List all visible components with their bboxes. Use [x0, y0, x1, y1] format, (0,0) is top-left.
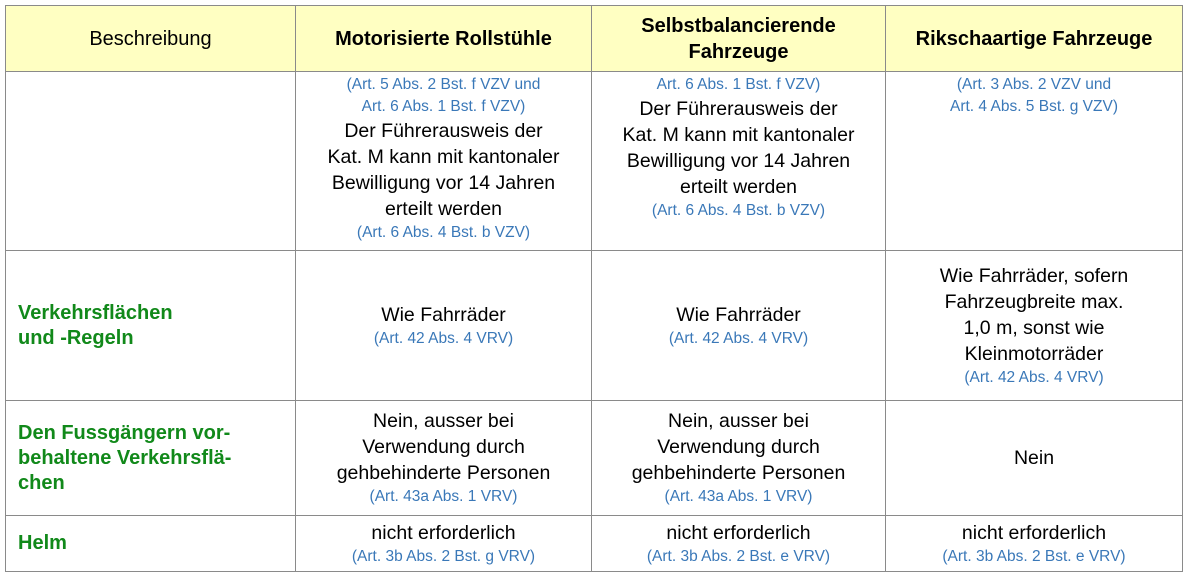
cell-text: Wie Fahrräder, sofern — [939, 264, 1129, 287]
reference: (Art. 3b Abs. 2 Bst. e VRV) — [646, 547, 831, 565]
cell-rikscha-verkehrsflaechen — [886, 251, 1183, 401]
label-line: Verkehrsflächen — [18, 301, 173, 324]
cell-text: Kat. M kann mit kantonaler — [327, 146, 560, 168]
reference: (Art. 3 Abs. 2 VZV und — [956, 76, 1112, 93]
reference: (Art. 42 Abs. 4 VRV) — [373, 329, 514, 347]
reference: Art. 6 Abs. 1 Bst. f VZV) — [361, 98, 526, 115]
header-col2-line2: Fahrzeuge — [688, 40, 789, 63]
cell-rollstuehle-verkehrsflaechen — [296, 251, 592, 401]
cell-text: nicht erforderlich — [666, 521, 811, 544]
reference: (Art. 6 Abs. 4 Bst. b VZV) — [651, 202, 826, 219]
cell-text: Bewilligung vor 14 Jahren — [331, 172, 556, 194]
cell-text: 1,0 m, sonst wie — [963, 316, 1105, 339]
cell-rikscha-fuehrerausweis — [886, 72, 1183, 251]
cell-rollstuehle-helm — [296, 516, 592, 572]
cell-selbstbalancierende-fuehrerausweis — [592, 72, 886, 251]
cell-rollstuehle-fussgaenger — [296, 401, 592, 516]
reference: (Art. 6 Abs. 4 Bst. b VZV) — [356, 224, 531, 241]
cell-text: Nein, ausser bei — [373, 410, 514, 432]
cell-text: Fahrzeugbreite max. — [944, 290, 1124, 313]
cell-text: erteilt werden — [384, 198, 503, 220]
cell-text: erteilt werden — [679, 176, 798, 198]
reference: Art. 6 Abs. 1 Bst. f VZV) — [656, 76, 821, 93]
header-col2-line1: Selbstbalancierende — [641, 14, 836, 37]
header-motorisierte-rollstuehle: Motorisierte Rollstühle — [296, 6, 592, 72]
cell-selbstbalancierende-fussgaenger — [592, 401, 886, 516]
header-beschreibung: Beschreibung — [6, 6, 296, 72]
row-label-fussgaenger — [6, 401, 296, 516]
cell-rikscha-helm — [886, 516, 1183, 572]
label-line: Den Fussgängern vor- — [18, 421, 231, 444]
cell-text: Bewilligung vor 14 Jahren — [626, 150, 851, 172]
vehicle-rules-table — [5, 5, 1183, 572]
reference: (Art. 42 Abs. 4 VRV) — [964, 368, 1104, 386]
table-row — [6, 251, 1183, 401]
header-rikschaartige-fahrzeuge: Rikschaartige Fahrzeuge — [886, 6, 1183, 72]
reference: (Art. 3b Abs. 2 Bst. e VRV) — [942, 547, 1126, 565]
cell-selbstbalancierende-verkehrsflaechen — [592, 251, 886, 401]
table-row — [6, 516, 1183, 572]
reference: (Art. 43a Abs. 1 VRV) — [664, 488, 813, 505]
cell-text: nicht erforderlich — [371, 521, 516, 544]
table-body — [6, 72, 1183, 572]
cell-text: Verwendung durch — [657, 436, 820, 458]
row-label-verkehrsflaechen — [6, 251, 296, 401]
table-row — [6, 72, 1183, 251]
cell-text: Der Führerausweis der — [639, 98, 838, 120]
cell-text: gehbehinderte Personen — [336, 462, 551, 484]
reference: (Art. 42 Abs. 4 VRV) — [668, 329, 809, 347]
header-row — [6, 6, 1183, 72]
label-line: behaltene Verkehrsflä- — [18, 446, 232, 469]
cell-rollstuehle-fuehrerausweis — [296, 72, 592, 251]
cell-text: nicht erforderlich — [961, 521, 1107, 544]
cell-text: Verwendung durch — [362, 436, 525, 458]
cell-text: Wie Fahrräder — [381, 303, 506, 326]
cell-text: Kat. M kann mit kantonaler — [622, 124, 855, 146]
cell-text: Nein — [1013, 447, 1055, 469]
label-line: und -Regeln — [18, 326, 134, 349]
reference: Art. 4 Abs. 5 Bst. g VZV) — [950, 98, 1118, 115]
cell-text: Nein, ausser bei — [668, 410, 809, 432]
cell-text: Der Führerausweis der — [344, 120, 543, 142]
reference: (Art. 3b Abs. 2 Bst. g VRV) — [351, 547, 536, 565]
reference: (Art. 5 Abs. 2 Bst. f VZV und — [346, 76, 541, 93]
cell-text: Wie Fahrräder — [676, 303, 801, 326]
label-line: chen — [18, 471, 65, 494]
cell-text: gehbehinderte Personen — [631, 462, 846, 484]
cell-selbstbalancierende-helm — [592, 516, 886, 572]
row-label-helm: Helm — [6, 516, 296, 572]
table-header — [6, 6, 1183, 72]
cell-rikscha-fussgaenger — [886, 401, 1183, 516]
header-selbstbalancierende-fahrzeuge — [592, 6, 886, 72]
reference: (Art. 43a Abs. 1 VRV) — [369, 488, 518, 505]
row-label-empty — [6, 72, 296, 251]
table-row — [6, 401, 1183, 516]
cell-text: Kleinmotorräder — [964, 342, 1104, 365]
